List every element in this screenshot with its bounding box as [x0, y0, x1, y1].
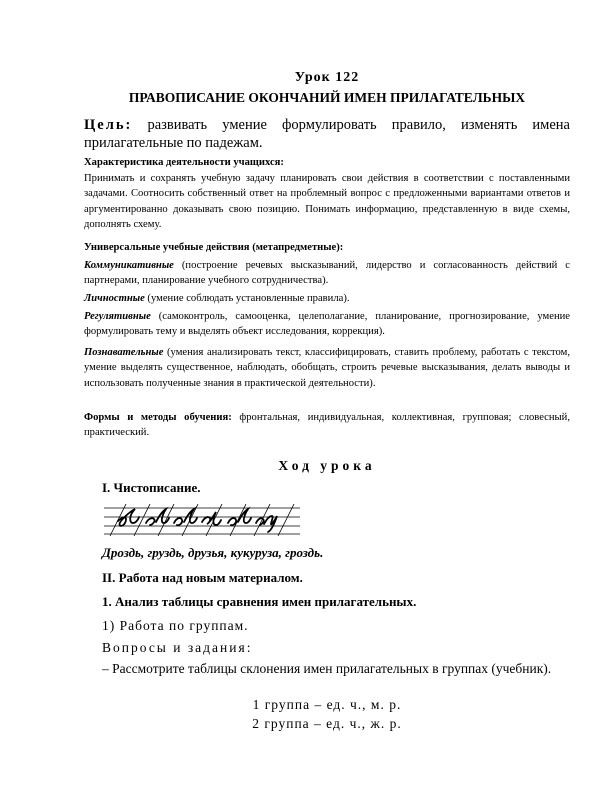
questions-heading: Вопросы и задания: — [102, 640, 253, 655]
uud-regulative — [84, 309, 570, 340]
calligraphy-words: Дроздь, груздь, друзья, кукуруза, гроздь. — [102, 545, 324, 560]
characteristics-text: Принимать и сохранять учебную задачу планировать свои действия в соответствии с поставленными задачами. Соотносить собственный ответ на проблемный вопрос с предложенными вариантами ответов и аргументированно доказывать свою позицию. Понимать информацию, представленную в виде схемы, дополнять схему. — [84, 173, 570, 231]
lesson-goal — [84, 116, 570, 152]
forms-methods — [84, 410, 570, 441]
uud-cognitive — [84, 345, 570, 391]
cognitive-text: (умения анализировать текст, классифицировать, ставить проблему, работать с текстом, умение выделять существенное, наблюдать, обобщать, строить речевые высказывания, делать выводы и использовать полученные знания в практической деятельности). — [84, 347, 570, 389]
uud-communicative — [84, 258, 570, 289]
forms-text: фронтальная, индивидуальная, коллективная, групповая; словесный, практический. — [84, 412, 570, 439]
regulative-label: Регулятивные — [84, 311, 151, 322]
lesson-title: ПРАВОПИСАНИЕ ОКОНЧАНИЙ ИМЕН ПРИЛАГАТЕЛЬНЫХ — [128, 90, 526, 105]
forms-label: Формы и методы обучения: — [84, 412, 232, 423]
lesson-number: Урок 122 — [294, 70, 360, 85]
characteristics-heading: Характеристика деятельности учащихся: — [84, 157, 284, 168]
regulative-text: (самоконтроль, самооценка, целеполагание, планирование, прогнозирование, умение формулировать тему и выделять объект исследования, коррекция). — [84, 311, 570, 338]
subsection-analysis: 1. Анализ таблицы сравнения имен прилагательных. — [102, 594, 417, 609]
uud-personal — [84, 291, 570, 306]
goal-label: Цель: — [84, 117, 133, 133]
course-heading: Ход урока — [278, 458, 376, 473]
section-calligraphy: I. Чистописание. — [102, 480, 201, 495]
cognitive-label: Познавательные — [84, 347, 164, 358]
goal-text: развивать умение формулировать правило, изменять имена прилагательные по падежам. — [84, 117, 570, 151]
communicative-text: (построение речевых высказываний, лидерство и согласованность действий с партнерами, планирование учебного сотрудничества). — [84, 260, 570, 287]
personal-text: (умение соблюдать установленные правила). — [144, 293, 350, 304]
task-text: – Рассмотрите таблицы склонения имен прилагательных в группах (учебник). — [102, 661, 552, 676]
item-group-work: 1) Работа по группам. — [102, 618, 249, 633]
group-2: 2 группа – ед. ч., ж. р. — [252, 716, 402, 731]
communicative-label: Коммуникативные — [84, 260, 174, 271]
uud-heading: Универсальные учебные действия (метапредметные): — [84, 242, 344, 253]
group-1: 1 группа – ед. ч., м. р. — [252, 697, 402, 712]
personal-label: Личностные — [84, 293, 145, 304]
calligraphy-sample — [104, 500, 300, 538]
section-new-material: II. Работа над новым материалом. — [102, 570, 303, 585]
